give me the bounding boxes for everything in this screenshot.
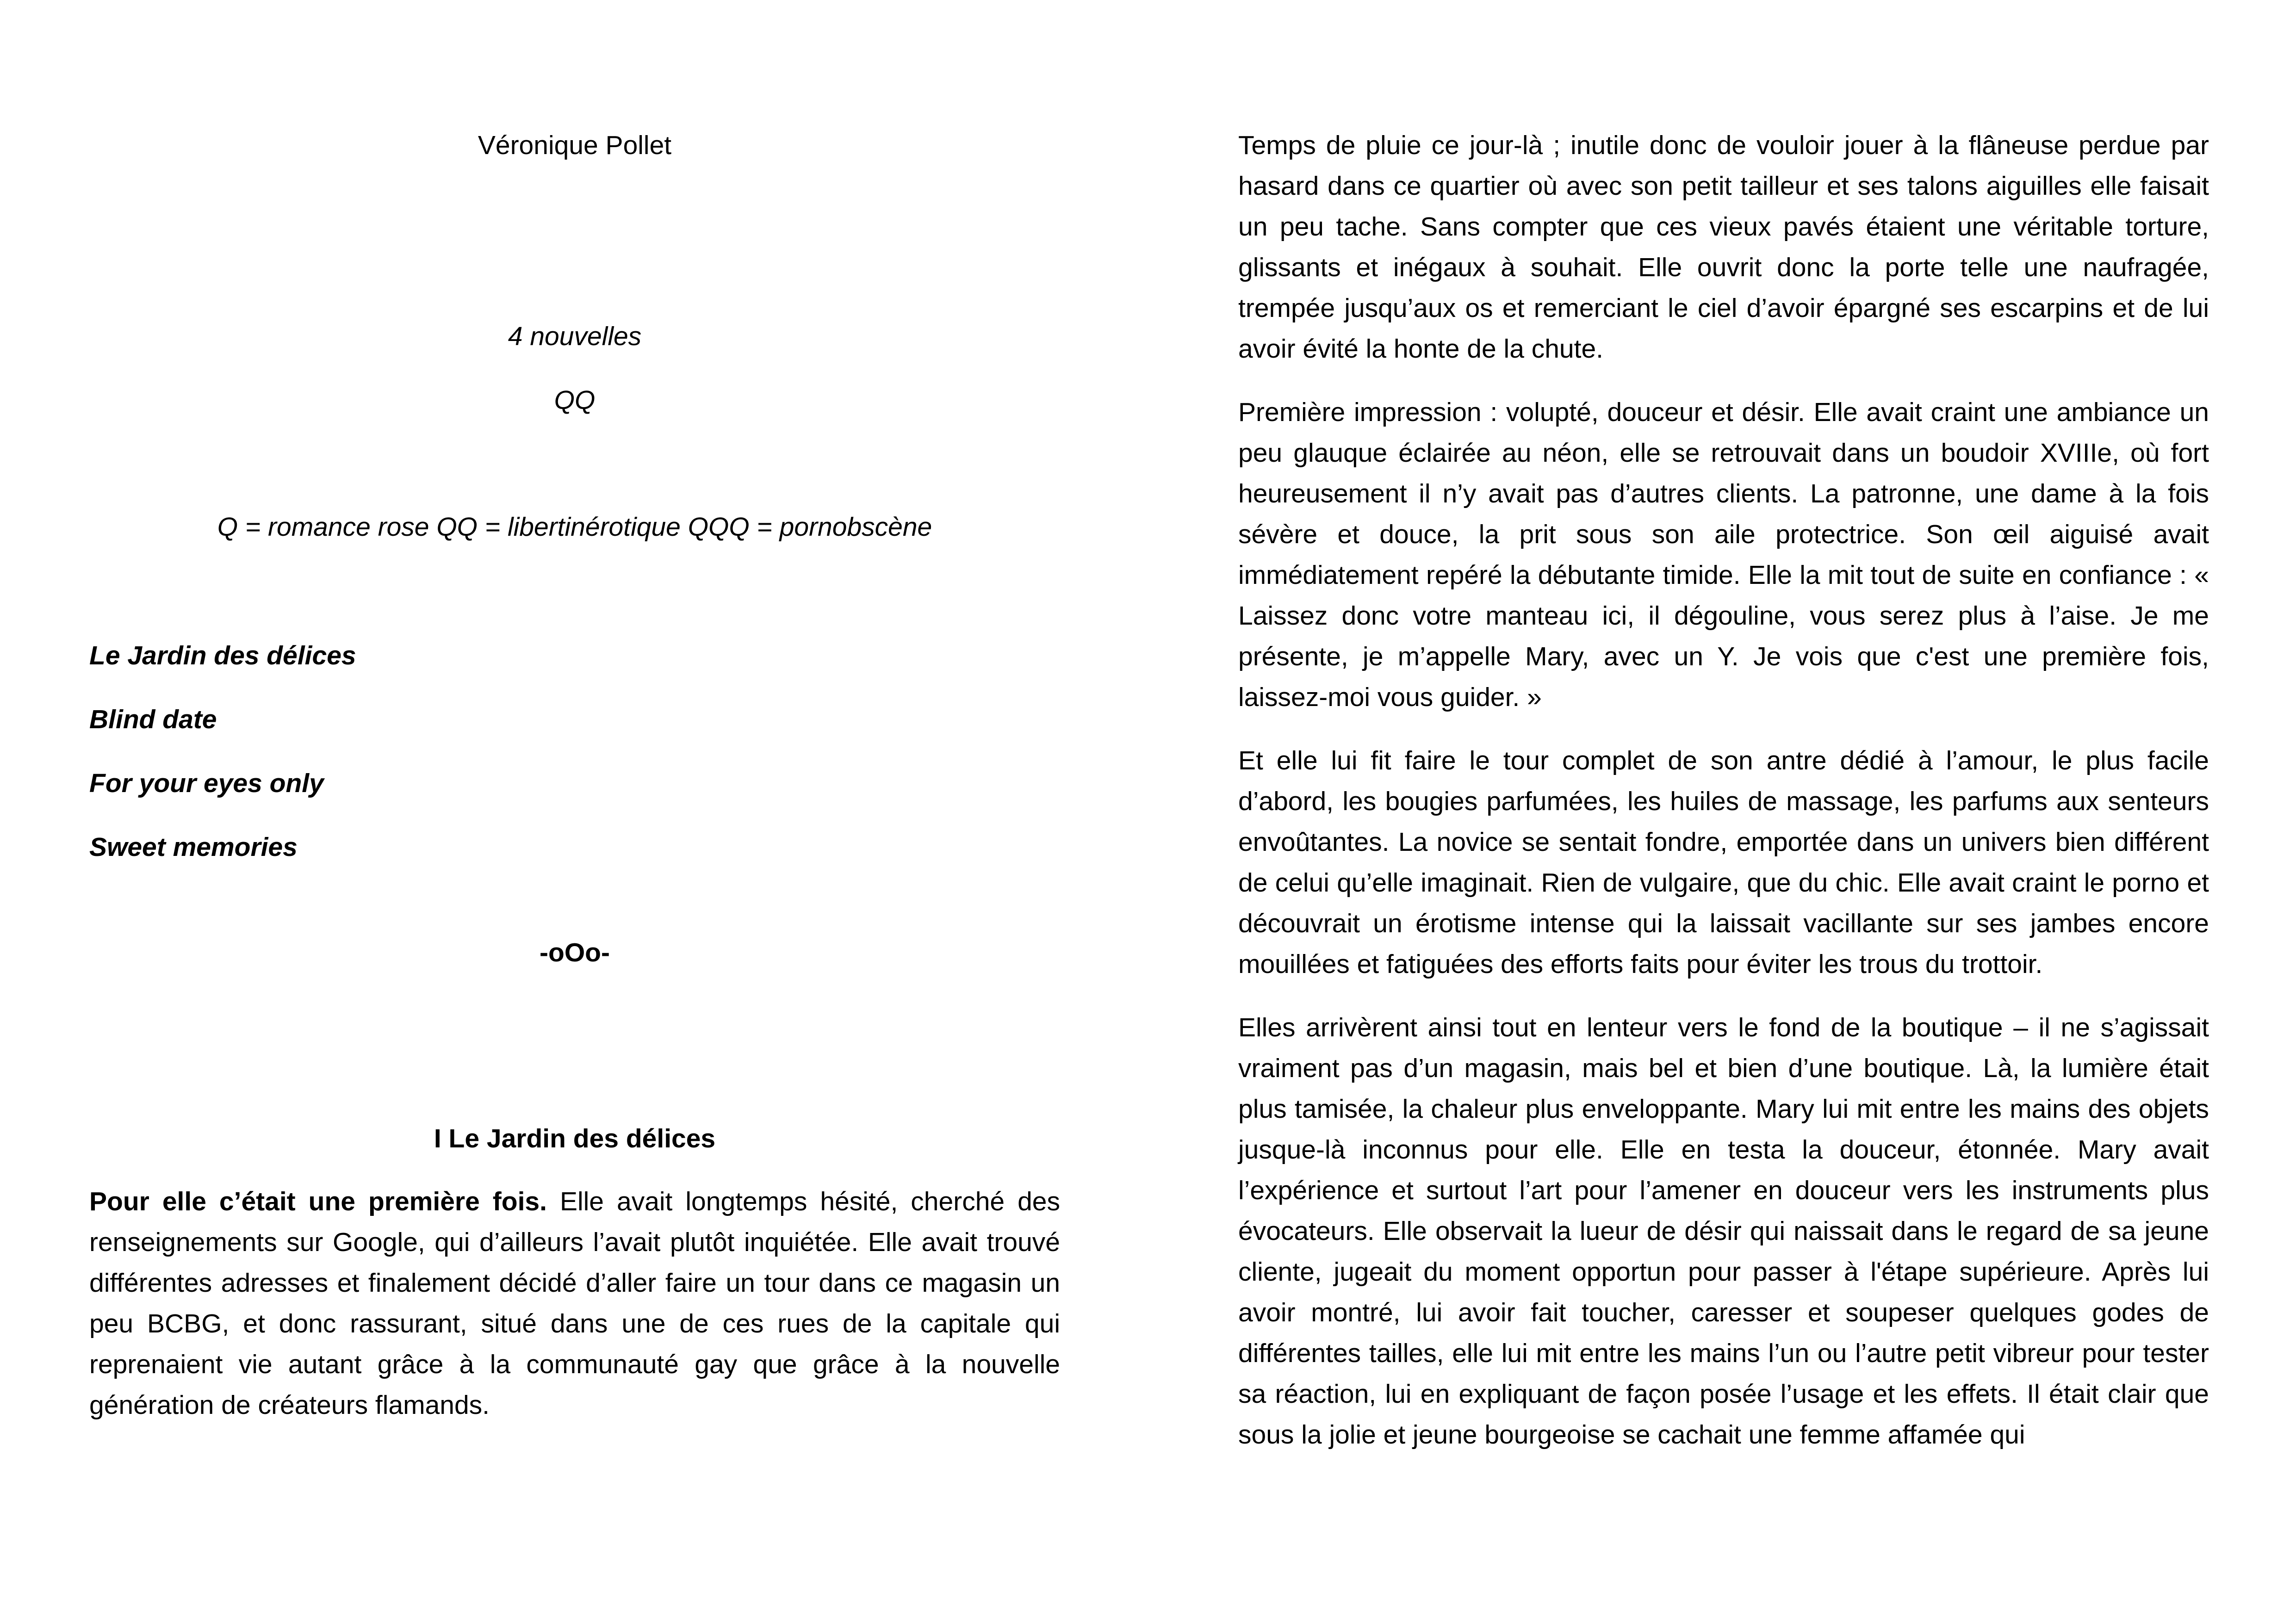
toc-item: For your eyes only [89,768,324,798]
opening-paragraph [89,1181,1060,1425]
toc-item: Blind date [89,705,217,734]
body-paragraph: Première impression : volupté, douceur et désir. Elle avait craint une ambiance un peu glauque éclairée au néon, elle se retrouvait dans un boudoir XVIIIe, où fort heureusement il n’y avait pas d’autres clients. La patronne, une dame à la fois sévère et douce, la prit sous son aile protectrice. Son œil aiguisé avait immédiatement repéré la débutante timide. Elle la mit tout de suite en confiance : « Laissez donc votre manteau ici, il dégouline, vous serez plus à l’aise. Je me présente, je m’appelle Mary, avec un Y. Je vois que c'est une première fois, laissez-moi vous guider. » [1238,397,2209,712]
toc-item: Sweet memories [89,832,298,862]
opening-lead: Pour elle c’était une première fois. [89,1187,547,1216]
section-separator: -oOo- [540,938,610,967]
left-page [89,125,1060,1425]
toc-item: Le Jardin des délices [89,641,356,670]
author-name: Véronique Pollet [478,130,672,160]
body-paragraph: Et elle lui fit faire le tour complet de son antre dédié à l’amour, le plus facile d’abord, les bougies parfumées, les huiles de massage, les parfums aux senteurs envoûtantes. La novice se sentait fondre, emportée dans un univers bien différent de celui qu’elle imaginait. Rien de vulgaire, que du chic. Elle avait craint le porno et découvrait un érotisme intense qui la laissait vacillante sur ses jambes encore mouillées et fatiguées des efforts faits pour éviter les trous du trottoir. [1238,746,2209,979]
opening-text: Elle avait longtemps hésité, cherché des renseignements sur Google, qui d’ailleurs l’avait plutôt inquiétée. Elle avait trouvé différentes adresses et finalement décidé d’aller faire un tour dans ce magasin un peu BCBG, et donc rassurant, situé dans une de ces rues de la capitale qui reprenaient vie autant grâce à la communauté gay que grâce à la nouvelle génération de créateurs flamands. [89,1187,1060,1420]
rating-legend: Q = romance rose QQ = libertinérotique QQQ = pornobscène [217,512,932,542]
chapter-title: I Le Jardin des délices [434,1124,716,1153]
body-paragraph: Elles arrivèrent ainsi tout en lenteur vers le fond de la boutique – il ne s’agissait vraiment pas d’un magasin, mais bel et bien d’une boutique. Là, la lumière était plus tamisée, la chaleur plus enveloppante. Mary lui mit entre les mains des objets jusque-là inconnus pour elle. Elle en testa la douceur, étonnée. Mary avait l’expérience et surtout l’art pour l’amener en douceur vers les instruments plus évocateurs. Elle observait la lueur de désir qui naissait dans le regard de sa jeune cliente, jugeait du moment opportun pour passer à l'étape supérieure. Après lui avoir montré, lui avoir fait toucher, caresser et soupeser quelques godes de différentes tailles, elle lui mit entre les mains l’un ou l’autre petit vibreur pour tester sa réaction, lui en expliquant de façon posée l’usage et les effets. Il était clair que sous la jolie et jeune bourgeoise se cachait une femme affamée qui [1238,1013,2209,1450]
body-paragraph: Temps de pluie ce jour-là ; inutile donc de vouloir jouer à la flâneuse perdue par hasard dans ce quartier où avec son petit tailleur et ses talons aiguilles elle faisait un peu tache. Sans compter que ces vieux pavés étaient une véritable torture, glissants et inégaux à souhait. Elle ouvrit donc la porte telle une naufragée, trempée jusqu’aux os et remerciant le ciel d’avoir épargné ses escarpins et de lui avoir évité la honte de la chute. [1238,130,2209,364]
right-page [1238,125,2209,1455]
book-subtitle: 4 nouvelles [508,322,642,351]
table-of-contents [89,635,1060,867]
rating-code: QQ [554,385,596,415]
